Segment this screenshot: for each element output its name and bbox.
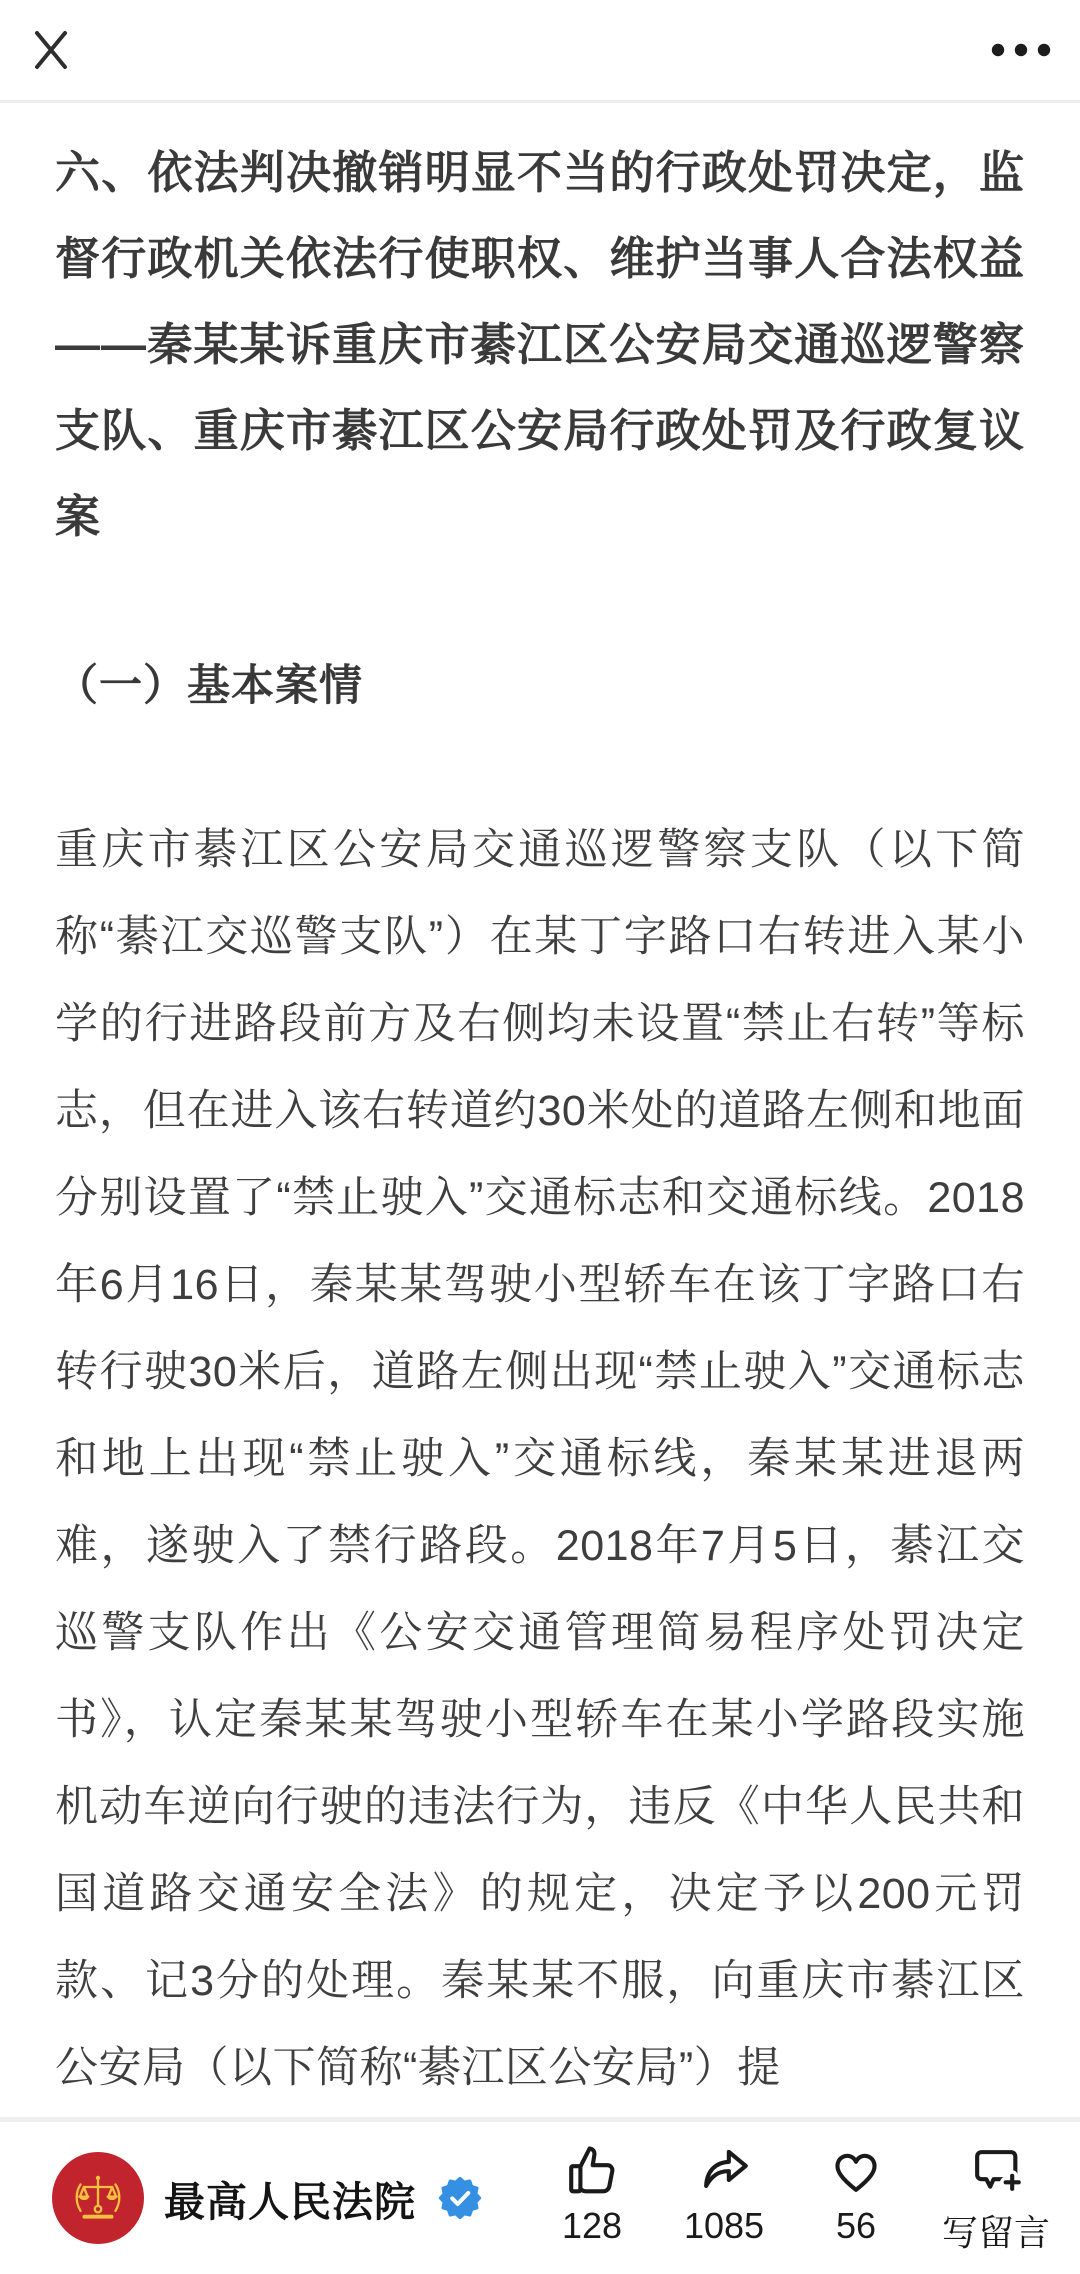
account-row[interactable] (52, 2152, 482, 2244)
article-title: 六、依法判决撤销明显不当的行政处罚决定，监督行政机关依法行使职权、维护当事人合法权益——秦某某诉重庆市綦江区公安局交通巡逻警察支队、重庆市綦江区公安局行政处罚及行政复议案 (55, 147, 1025, 542)
top-bar (0, 0, 1080, 103)
verified-badge-icon (438, 2176, 482, 2220)
action-buttons (546, 2141, 1050, 2256)
section-heading: （一）基本案情 (55, 662, 363, 710)
thumbs-up-icon (563, 2141, 621, 2199)
heart-icon (827, 2141, 885, 2199)
share-button[interactable] (678, 2141, 770, 2247)
comment-button[interactable] (942, 2141, 1050, 2256)
like-count: 128 (561, 2204, 623, 2246)
comment-plus-icon (967, 2141, 1025, 2199)
bottom-action-bar (0, 2117, 1080, 2274)
avatar (52, 2152, 144, 2244)
article-body-text: 重庆市綦江区公安局交通巡逻警察支队（以下简称“綦江交巡警支队”）在某丁字路口右转进入某小学的行进路段前方及右侧均未设置“禁止右转”等标志，但在进入该右转道约30米处的道路左侧和地面分别设置了“禁止驶入”交通标志和交通标线。2018年6月16日，秦某某驾驶小型轿车在该丁字路口右转行驶30米后，道路左侧出现“禁止驶入”交通标志和地上出现“禁止驶入”交通标线，秦某某进退两难，遂驶入了禁行路段。2018年7月5日，綦江交巡警支队作出《公安交通管理简易程序处罚决定书》，认定秦某某驾驶小型轿车在某小学路段实施机动车逆向行驶的违法行为，违反《中华人民共和国道路交通安全法》的规定，决定予以200元罚款、记3分的处理。秦某某不服，向重庆市綦江区公安局（以下简称“綦江区公安局”）提 (55, 826, 1025, 2092)
favorite-button[interactable] (810, 2141, 902, 2247)
article-content (0, 103, 1080, 2274)
share-count: 1085 (683, 2204, 765, 2246)
favorite-count: 56 (835, 2204, 876, 2246)
close-icon (28, 25, 74, 75)
account-name: 最高人民法院 (164, 2178, 416, 2225)
share-arrow-icon (695, 2141, 753, 2199)
comment-label: 写留言 (941, 2211, 1050, 2253)
more-menu-button[interactable] (990, 41, 1052, 59)
three-dots-icon (990, 41, 1052, 59)
close-button[interactable] (28, 25, 74, 75)
like-button[interactable] (546, 2141, 638, 2247)
